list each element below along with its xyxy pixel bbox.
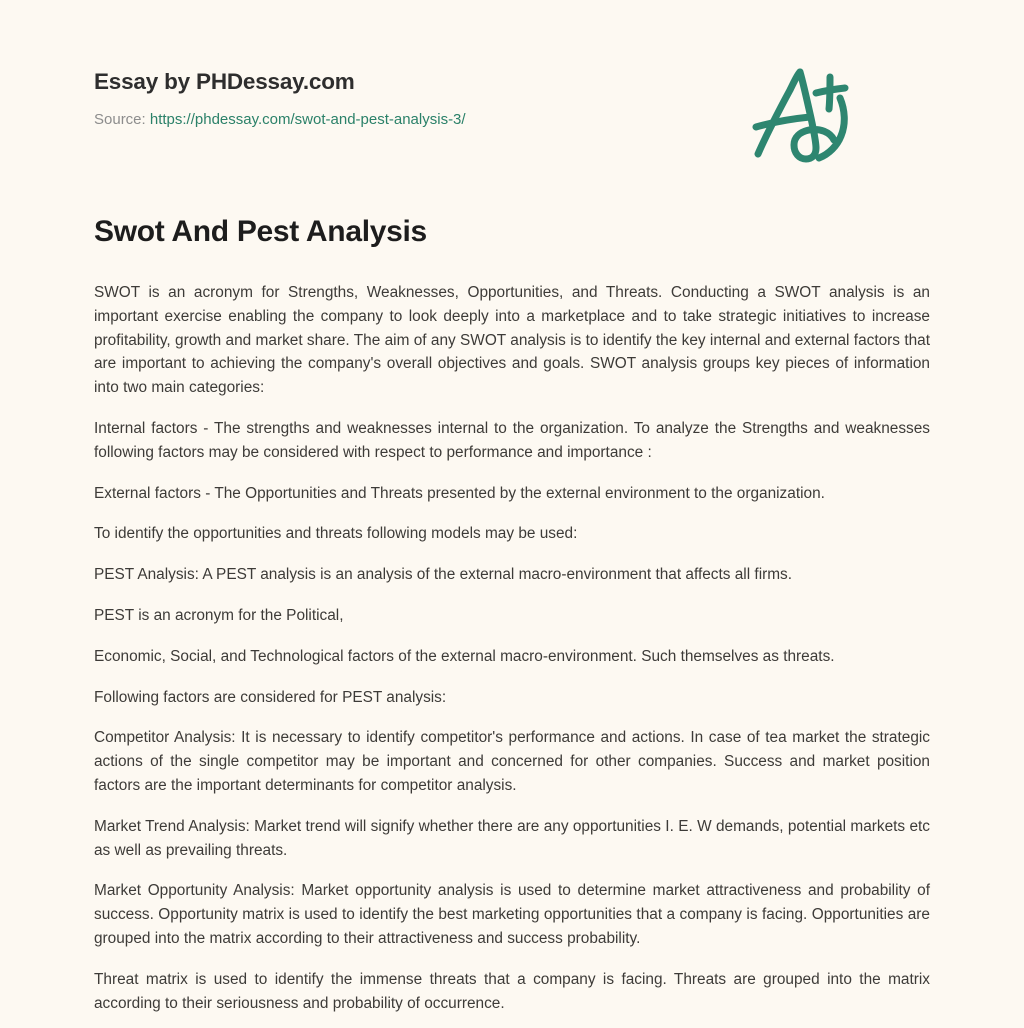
- paragraph: Following factors are considered for PEST analysis:: [94, 688, 447, 706]
- page-header: [94, 0, 930, 128]
- paragraph: Internal factors - The strengths and weaknesses internal to the organization. To analyze the Strengths and weaknesses following factors may be considered with respect to performance and importance :: [94, 419, 930, 461]
- brand-title: Essay by PHDessay.com: [94, 69, 355, 94]
- paragraph: Threat matrix is used to identify the immense threats that a company is facing. Threats are grouped into the matrix according to their seriousness and probability of occurrence.: [94, 970, 930, 1012]
- source-url-link[interactable]: https://phdessay.com/swot-and-pest-analysis-3/: [149, 111, 466, 128]
- paragraph: Competitor Analysis: It is necessary to identify competitor's performance and actions. In case of tea market the strategic actions of the single competitor may be important and concerned for other companies. Success and market position factors are the important determinants for competitor analysis.: [94, 729, 930, 794]
- page-title: Swot And Pest Analysis: [94, 215, 427, 248]
- paragraph: External factors - The Opportunities and Threats presented by the external environment to the organization.: [94, 484, 825, 502]
- article-body: [94, 251, 930, 1015]
- a-plus-logo-icon: [744, 62, 856, 166]
- paragraph: Market Trend Analysis: Market trend will signify whether there are any opportunities I. E. W demands, potential markets etc as well as prevailing threats.: [94, 817, 930, 859]
- paragraph: To identify the opportunities and threats following models may be used:: [94, 525, 578, 543]
- source-label: Source:: [94, 111, 146, 128]
- paragraph: PEST Analysis: A PEST analysis is an analysis of the external macro-environment that affects all firms.: [94, 566, 793, 584]
- paragraph: Market Opportunity Analysis: Market opportunity analysis is used to determine market attractiveness and probability of success. Opportunity matrix is used to identify the best marketing opportunities that a company is facing. Opportunities are grouped into the matrix according to their attractiveness and success probability.: [94, 882, 930, 947]
- paragraph: SWOT is an acronym for Strengths, Weaknesses, Opportunities, and Threats. Conducting a SWOT analysis is an important exercise enabling the company to look deeply into a marketplace and to take strategic initiatives to increase profitability, growth and market share. The aim of any SWOT analysis is to identify the key internal and external factors that are important to achieving the company's overall objectives and goals. SWOT analysis groups key pieces of information into two main categories:: [94, 284, 930, 397]
- paragraph: PEST is an acronym for the Political,: [94, 606, 344, 624]
- paragraph: Economic, Social, and Technological factors of the external macro-environment. Such themselves as threats.: [94, 647, 835, 665]
